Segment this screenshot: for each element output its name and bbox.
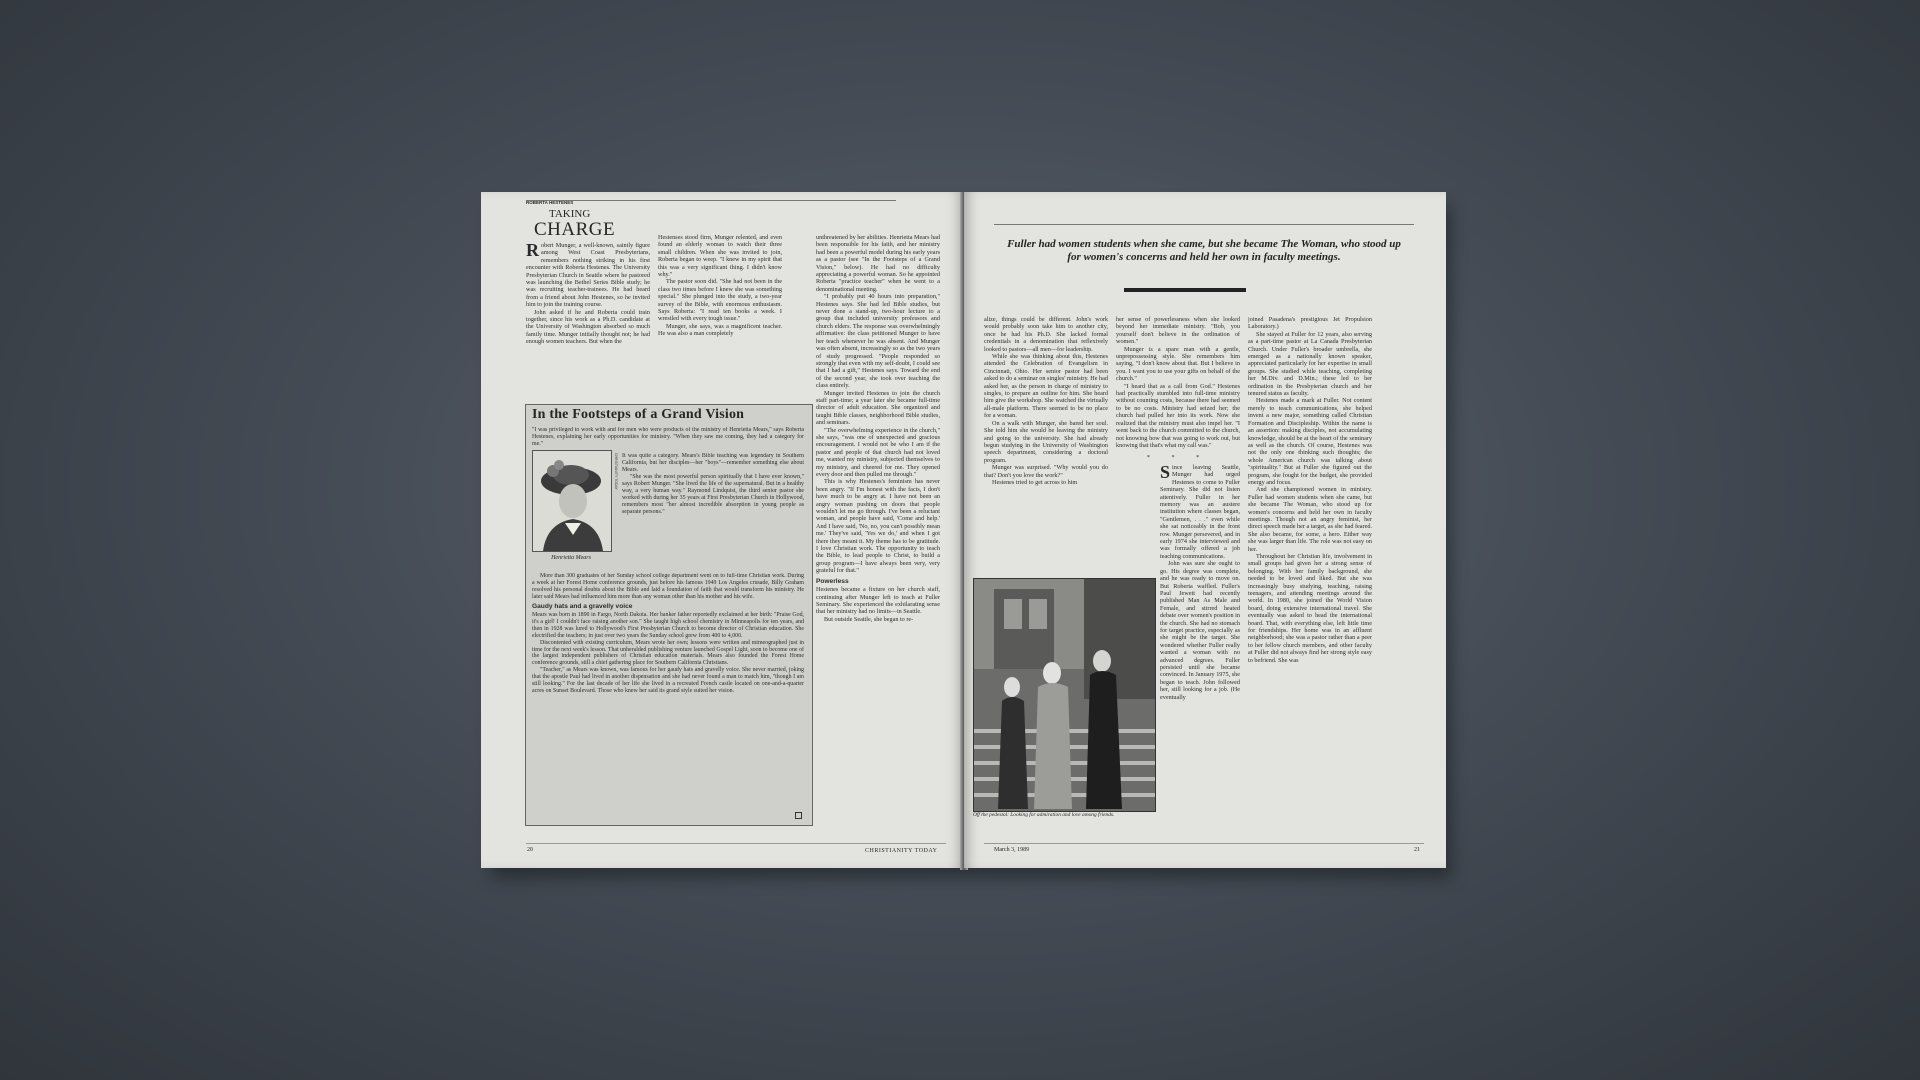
paragraph: John asked if he and Roberta could train together, since his work as a Ph.D. candidate at the University of Washington absorbed so much family time. Munger initially thought not; he had enough women teachers. But when the xyxy=(526,308,650,346)
end-mark xyxy=(795,812,802,819)
page-number: 20 xyxy=(527,847,533,853)
bottom-rule xyxy=(526,843,946,844)
paragraph: "I was privileged to work with and for men who were products of the ministry of Henrietta Mears," says Roberta Hestenes, explaining her early opportunities for ministry. "When they saw me coming, they had a category for me." xyxy=(532,427,804,447)
subheading-powerless: Powerless xyxy=(816,577,849,585)
article-column-2 xyxy=(658,234,782,396)
paragraph: This is why Hestenes's feminism has never been angry. "If I'm honest with the facts, I don't have much to be angry at. I have not been an angry woman pushing on doors that people wouldn't let me go through. I've been a reluctant woman, and people have said, 'Come and help.' And I have said, 'No, no, you can't possibly mean me.' They've said, 'Yes we do,' and when I got there they meant it. My theme has to be gratitude. I love Christian work. The opportunity to teach the Bible, to lead people to Christ, to build a group program—I have always been very, very grateful for that." xyxy=(816,478,940,575)
left-page xyxy=(481,192,963,868)
paragraph: Discontented with existing curriculum, Mears wrote her own; lessons were written and mimeographed just in time for the next week's lesson. That unheralded publishing venture launched Gospel Light, soon to become one of the largest independent publishers of Christian education materials. Mears also founded the Forest Home conference grounds, still a chief gathering place for Southern California Christians. xyxy=(532,639,804,667)
paragraph: The pastor soon did. "She had not been in the class two times before I knew she was something special." She plunged into the study, a two-year survey of the Bible, with enormous enthusiasm. Says Roberta: "I read ten books a week. I wrestled with every tough issue." xyxy=(658,278,782,323)
paragraph: Munger invited Hestenes to join the church staff part-time; a year later she became full-time director of adult education. She organized and taught Bible classes, neighborhood Bible studies, and seminars. xyxy=(816,389,940,427)
paragraph: Mears was born in 1890 in Fargo, North Dakota. Her banker father reportedly exclaimed at her birth: "Praise God, it's a girl! I couldn't face raising another son." She taught high school chemistry in Minneapolis for ten years, and then in 1928 was lured to Hollywood's First Presbyterian Church to become director of Christian education. She electrified the teachers; in just over two years the Sunday school grew from 400 to 4,000. xyxy=(532,611,804,639)
photo-credit: CHRISTIANITY TODAY xyxy=(614,453,618,490)
paragraph: But outside Seattle, she began to re- xyxy=(824,615,914,623)
top-rule xyxy=(994,224,1414,225)
section-kicker-name: ROBERTA HESTENES xyxy=(526,200,574,205)
paragraph: While she was thinking about this, Hestenes attended the Celebration of Evangelism in Cincinnati, Ohio. Her senior pastor had been asked to do a seminar on singles' ministry. He had asked her, as the person in charge of ministry to singles, to prepare an outline for him. She heard him give the workshop. She watched the virtually all-male platform. There seemed to be no place for a woman. xyxy=(984,353,1108,420)
pull-quote: Fuller had women students when she came, but she became The Woman, who stood up for women's concerns and held her own in faculty meetings. xyxy=(1007,238,1401,263)
paragraph: "The overwhelming experience in the church," she says, "was one of unexpected and gracious encouragement. I would not be who I am if the pastor and people of that church had not loved me, wanted my ministry, subjected themselves to my ministry, and cheered for me. They opened every door and then pulled me through." xyxy=(816,426,940,478)
issue-date: March 3, 1989 xyxy=(994,847,1030,853)
drop-cap: S xyxy=(1160,464,1171,482)
paragraph: Throughout her Christian life, involvement in small groups had given her a strong sense of belonging. With her family background, she needed to be loved and liked. But she was increasingly busy studying, teaching, raising teenagers, and attending meetings around the world. In 1980, she joined the World Vision board, doing extensive international travel. She eventually was asked to head the international board. That, with everything else, left little time for friendships. Her home was in an affluent neighborhood; she was a pastor rather than a peer to her fellow church members, and other faculty at Fuller did not always find her strong style easy to befriend. She was xyxy=(1248,553,1372,664)
paragraph: Hestenes tried to get across to him xyxy=(992,478,1078,486)
paragraph: her sense of powerlessness when she looked beyond her immediate ministry. "Bob, you yourself don't believe in the ordination of women." xyxy=(1116,316,1240,346)
sidebar-title: In the Footsteps of a Grand Vision xyxy=(532,407,745,422)
paragraph: More than 300 graduates of her Sunday school college department went on to full-time Christian work. During a week at her Forest Home conference grounds, just before his famous 1949 Los Angeles crusade, Billy Graham resolved his personal doubts about the Bible and laid a foundation of faith that would transform his ministry. He later said Mears had influenced him more than any woman other than his mother and his wife. xyxy=(532,573,804,600)
paragraph: "I probably put 40 hours into preparation," Hestenes says. She had led Bible studies, but never done a stand-up, two-hour lecture to a group that included university professors and church elders. The response was overwhelmingly affirmative: the class petitioned Munger to have her teach whenever he was absent. And Munger was often absent, increasingly so as the two years of study progressed. "People responded so strongly that even with my self-doubt, I could see that I had a gift," Hestenes says. Toward the end of the second year, she took over teaching the class entirely. xyxy=(816,293,940,390)
section-kicker-charge: CHARGE xyxy=(534,219,616,240)
paragraph: Hestenses stood firm, Munger relented, and even found an elderly woman to watch their three small children. When she was invited to join, Roberta began to weep. "I knew in my spirit that this was a very significant thing. I didn't know why." xyxy=(658,234,782,279)
pull-quote-rule xyxy=(1124,288,1246,292)
right-page xyxy=(964,192,1446,868)
paragraph: "I heard that as a call from God." Hestenes had practically stumbled into full-time ministry without counting costs, because there had seemed to be no costs. Ministry had seized her; the church had pulled her into its work. Now she realized that the ministry must also impel her. "I went back to the church committed to the church, not knowing how that was going to work out, but knowing that that's what my call was." xyxy=(1116,382,1240,449)
portrait-caption: Henrietta Mears xyxy=(551,555,591,561)
magazine-spread xyxy=(481,192,1446,870)
paragraph: On a walk with Munger, she bared her soul. She told him she would be leaving the ministry and going to the university. She had already begun studying in the University of Washington speech department, considering a doctoral program. xyxy=(984,419,1108,464)
article-column-2 xyxy=(1116,316,1240,452)
paragraph: Hestenes made a mark at Fuller. Not content merely to teach communications, she helped invent a new major, something called Christian Formation and Discipleship. Within the name is an assertion: making disciples, not accumulating knowledge, should be at the heart of the seminary as well as the church. Of course, Hestenes was not the only one thinking such thoughts; the whole American church was talking about "spirituality." But at Fuller she figured out the program, she fought for the budget, she provided energy and focus. xyxy=(1248,397,1372,486)
sidebar-intro xyxy=(532,427,804,451)
paragraph: It was quite a category. Mears's Bible teaching was legendary in Southern California, but her disciples—her "boys"—remember something else about Mears. xyxy=(622,453,804,473)
portrait-photo xyxy=(532,450,612,552)
article-column-3 xyxy=(1248,316,1372,836)
article-column-1 xyxy=(526,242,650,394)
sidebar-right-column xyxy=(622,453,804,571)
sidebar-body xyxy=(532,573,804,818)
paragraph: Since leaving Seattle, Munger had urged Hestenes to come to Fuller Seminary. She did not listen attentively. Fuller in her memory was an austere institution where classes began, "Gentlemen, . . ." even while she sat noticeably in the front row. Munger persevered, and in early 1974 she interviewed and was formally offered a job teaching communications. xyxy=(1160,464,1240,560)
group-photo-caption: Off the pedestal: Looking for admiration and love among friends. xyxy=(973,812,1115,818)
paragraph: Munger is a spare man with a gentle, unprepossessing style. She remembers him saying, "I don't know about that. But I believe in you. I want you to use your gifts on behalf of the church." xyxy=(1116,345,1240,383)
paragraph: joined Pasadena's prestigious Jet Propulsion Laboratory.) xyxy=(1248,316,1372,331)
paragraph: Hestenes became a fixture on her church staff, continuing after Munger left to teach at Fuller Seminary. She experienced the exhilarating sense that her ministry had no limits—in Seattle. xyxy=(816,586,940,616)
paragraph: "Teacher," as Mears was known, was famous for her gaudy hats and gravelly voice. She never married, joking that the apostle Paul had lived in another dispensation and she had never found a man to match him, "though I am still looking." For the last decade of her life she lived in a recreated French castle located on one-and-a-quarter acres on Sunset Boulevard. Those who knew her said its grand style suited her vision. xyxy=(532,667,804,695)
page-number: 21 xyxy=(1414,847,1420,853)
drop-cap: R xyxy=(526,242,539,260)
paragraph: Munger was surprised. "Why would you do that? Don't you love the work?" xyxy=(984,464,1108,479)
paragraph: "She was the most powerful person spiritually that I have ever known," says Robert Munger. "She lived the life of the supernatural. But in a healthy way, a very human way." Raymond Lindquist, the third senior pastor she worked with during her 35 years at First Presbyterian Church in Hollywood, remembers most "her almost incredible absorption in young people as separate persons." xyxy=(622,473,804,515)
sidebar-box xyxy=(525,404,813,826)
paragraph: Munger, she says, was a magnificent teacher. He was also a man completely xyxy=(658,322,782,338)
magazine-name: CHRISTIANITY TODAY xyxy=(865,848,938,854)
group-photo-image xyxy=(974,579,1155,811)
paragraph: John was sure she ought to go. His degree was complete, and he was ready to move on. But Roberta waffled. Fuller's Paul Jewett had recently published Man As Male and Female, and stirred heated debate over women's position in the church. She had no stomach for target practice, especially as she might be the target. She wondered whether Fuller really wanted a woman with no advanced degrees. Fuller persisted until she became convinced. In January 1975, she began to teach. John followed her, still looking for a job. (He eventually xyxy=(1160,560,1240,701)
portrait-image xyxy=(533,451,611,551)
section-kicker-taking: TAKING xyxy=(549,208,591,220)
article-column-2b xyxy=(1160,464,1240,826)
paragraph: And she championed women in ministry. Fuller had women students when she came, but she became The Woman, who stood up for women's concerns and held her own in faculty meetings. Though not an angry feminist, her direct speech made her a target, as she had feared. She also became, for some, a hero. Either way she was larger than life. The role was not easy on her. xyxy=(1248,486,1372,553)
section-break: * * * xyxy=(1146,454,1210,461)
group-photo xyxy=(973,578,1156,812)
paragraph: unthreatened by her abilities. Henrietta Mears had been responsible for his faith, and her ministry had been a powerful model during his early years as a pastor (see "In the Footsteps of a Grand Vision," below). He had no difficulty appreciating a powerful woman. So he appointed Roberta "practice teacher" when he went to a denominational meeting. xyxy=(816,234,940,293)
paragraph: Robert Munger, a well-known, saintly figure among West Coast Presbyterians, remembers nothing striking in his first encounter with Roberta Hestenes. The University Presbyterian Church in Seattle where he pastored was launching the Bethel Series Bible study; he was recruiting teacher-trainees. He had heard from a friend about John Hestenes, so he invited him to join the training course. xyxy=(526,242,650,309)
article-column-1 xyxy=(984,316,1108,571)
bottom-rule xyxy=(984,843,1424,844)
paragraph: alize, things could be different. John's work would probably soon take him to another city, once he had his Ph.D. She lacked formal credentials in a denomination that reflexively looked to pastors—all men—for leadership. xyxy=(984,316,1108,353)
sidebar-subheading: Gaudy hats and a gravelly voice xyxy=(532,602,633,610)
article-column-3 xyxy=(816,234,940,834)
paragraph: She stayed at Fuller for 12 years, also serving as a part-time pastor at La Canada Presbyterian Church. Under Fuller's broader umbrella, she emerged as a nationally known speaker, appreciated particularly for her expertise in small groups. She studied while teaching, completing her M.Div. and D.Min.; these led to her ordination in the Presbyterian church and her tenured status as faculty. xyxy=(1248,330,1372,398)
